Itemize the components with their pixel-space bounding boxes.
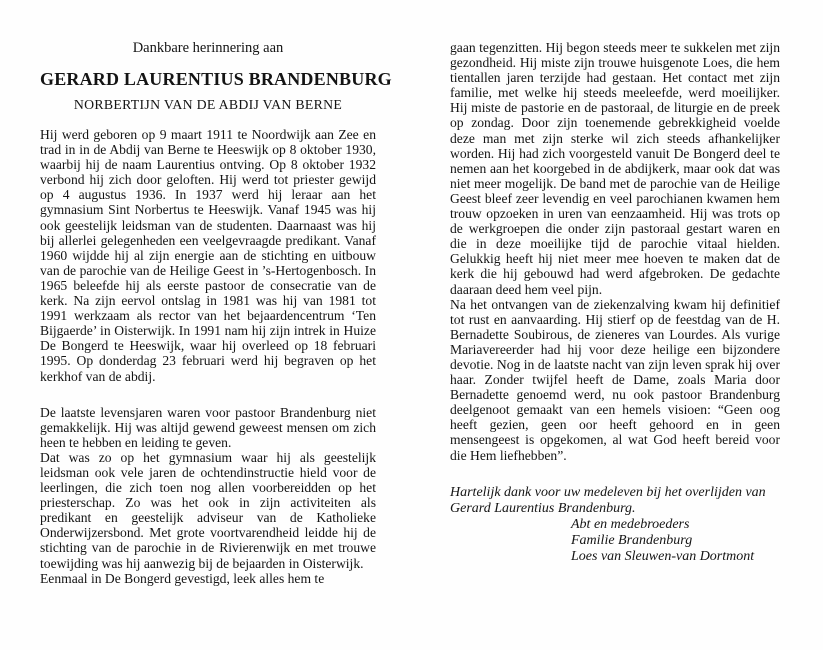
- left-column: [40, 40, 392, 650]
- signatures: [571, 517, 780, 565]
- biography-paragraph-3: Dat was zo op het gymnasium waar hij als geestelijk leidsman ook vele jaren de ochtendinstructie hield voor de leerlingen, die zich toen nog allen voorbereidden op het priesterschap. Zo was het ook in zijn activiteiten als predikant en geestelijk adviseur van de Katholieke Onderwijzersbond. Met grote voortvarendheid leidde hij de stichting van de parochie in de Rivierenwijk en met trouwe toewijding was hij aanwezig bij de bejaarden in Oisterwijk.: [40, 449, 376, 571]
- biography-paragraph-2: De laatste levensjaren waren voor pastoor Brandenburg niet gemakkelijk. Hij was altijd gewend geweest mensen om zich heen te hebben en leiding te geven.: [40, 404, 376, 450]
- deceased-name-title: GERARD LAURENTIUS BRANDENBURG: [40, 69, 392, 89]
- biography-paragraph-5: gaan tegenzitten. Hij begon steeds meer te sukkelen met zijn gezondheid. Hij miste zijn trouwe huisgenote Loes, die hem tientallen jaren terzijde had gestaan. Het contact met zijn familie, met welke hij steeds meeleefde, werd moeilijker. Hij miste de pastorie en de pastoraal, de liturgie en de preek op zondag. Door zijn toenemende gebrekkigheid voelde deze man met zijn sterke wil zich steeds afhankelijker worden. Hij had zich voorgesteld vanuit De Bongerd deel te nemen aan het koorgebed in de abdijkerk, maar ook dat was niet meer mogelijk. De band met de parochie van de Heilige Geest bleef zeer levendig en veel parochianen kwamen hem trouw opzoeken in uren van eenzaamheid. Hij was trots op de werkgroepen die onder zijn pastoraal gestart waren en die in deze moeilijke tijd de parochie vitaal hielden. Gelukkig heeft hij niet meer mee hoeven te maken dat de kerk die hij gebouwd had werd afgebroken. De gedachte daaraan deed hem veel pijn.: [450, 40, 780, 297]
- biography-paragraph-6: Na het ontvangen van de ziekenzalving kwam hij definitief tot rust en aanvaarding. Hij stierf op de feestdag van de H. Bernadette Soubirous, de zieneres van Lourdes. Als vurige Mariavereerder had hij voor deze heilige een bijzondere devotie. Nog in de laatste nacht van zijn leven sprak hij over haar. Zonder twijfel heeft de Dame, zoals Maria door Bernadette genoemd werd, nu ook pastoor Brandenburg deelgenoot gemaakt van een hemels visioen: “Geen oog heeft gezien, geen oor heeft gehoord en in geen mensengeest is opgekomen, al wat God heeft bereid voor die Hem liefhebben”.: [450, 296, 780, 463]
- signature-abt: Abt en medebroeders: [571, 516, 690, 532]
- biography-text-continued: [450, 40, 780, 463]
- biography-text: [40, 127, 376, 586]
- biography-paragraph-1: Hij werd geboren op 9 maart 1911 te Noordwijk aan Zee en trad in in de Abdij van Berne te Heeswijk op 8 oktober 1930, waarbij hij de naam Laurentius ontving. Op 8 oktober 1932 verbond hij zich door geloften. Hij werd tot priester gewijd op 4 augustus 1936. In 1937 werd hij leraar aan het gymnasium Sint Norbertus te Heeswijk. Vanaf 1945 was hij ook geestelijk leidsman van de studenten. Daarnaast was hij bij allerlei gelegenheden een veelgevraagde predikant. Vanaf 1960 wijdde hij al zijn energie aan de stichting en uitbouw van de parochie van de Heilige Geest in ’s-Hertogenbosch. In 1965 beleefde hij als eerste pastoor de consecratie van de kerk. Na zijn eervol ontslag in 1981 was hij van 1981 tot 1991 werkzaam als rector van het bejaardencentrum ‘Ten Bijgaerde’ in Oisterwijk. In 1991 nam hij zijn intrek in Huize De Bongerd te Heeswijk, waar hij overleed op 18 februari 1995. Op donderdag 23 februari werd hij begraven op het kerkhof van de abdij.: [40, 127, 376, 384]
- thanks-line: Hartelijk dank voor uw medeleven bij het overlijden van Gerard Laurentius Brandenburg.: [450, 484, 766, 516]
- right-column: [450, 40, 780, 650]
- closing-block: [450, 485, 780, 565]
- dedication-line: Dankbare herinnering aan: [132, 40, 284, 56]
- signature-loes: Loes van Sleuwen-van Dortmont: [571, 548, 755, 564]
- signature-familie: Familie Brandenburg: [571, 532, 693, 548]
- biography-paragraph-4: Eenmaal in De Bongerd gevestigd, leek alles hem te: [40, 570, 325, 586]
- order-subtitle: NORBERTIJN VAN DE ABDIJ VAN BERNE: [73, 97, 343, 112]
